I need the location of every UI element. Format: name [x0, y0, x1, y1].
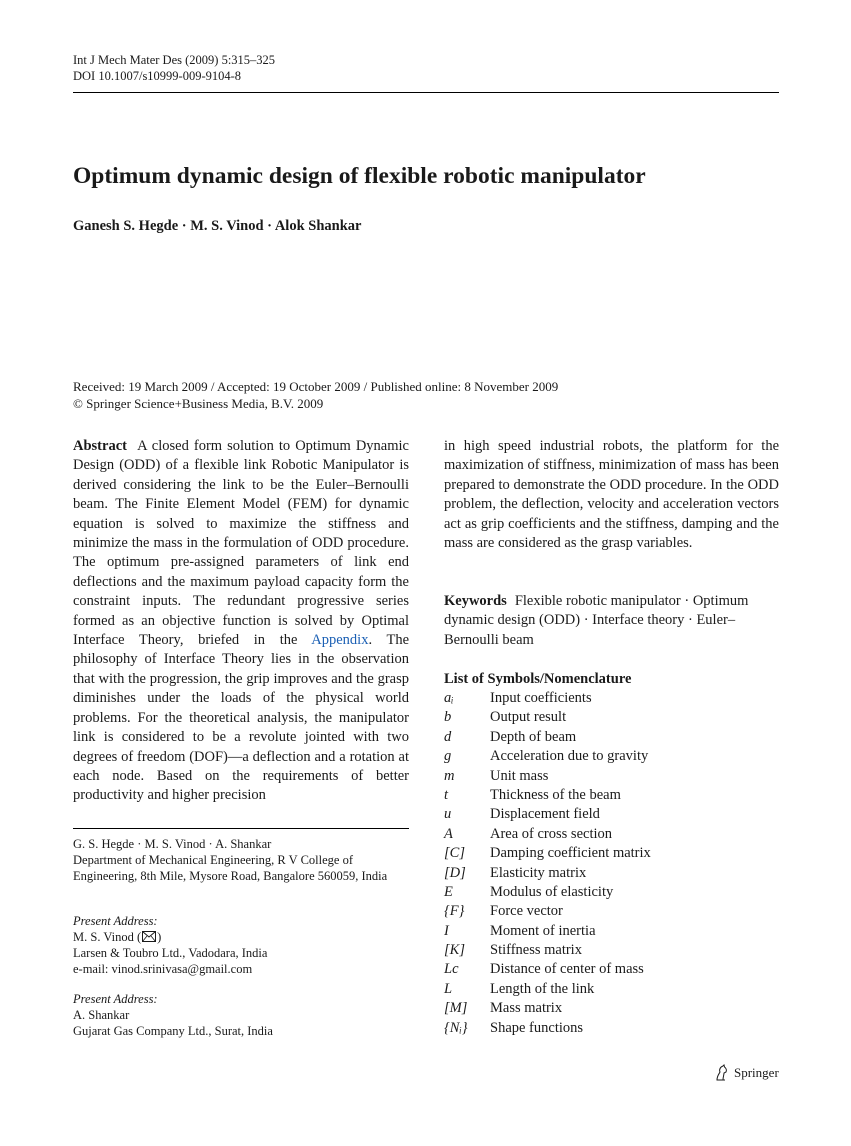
- abstract-text-1: A closed form solution to Optimum Dynamic Design (ODD) of a flexible link Robotic Manipulator is derived considering the link to be the Euler–Bernoulli beam. The Finite Element Model (FEM) for dynamic equation is solved to maximize the stiffness and minimize the mass in the formulation of ODD procedure. The optimum pre-assigned parameters of link end deflections and the maximum payload capacity form the constraint inputs. The redundant progressive series formed as an objective function is solved by Optimal Interface Theory, briefed in the: [73, 438, 409, 649]
- nomenclature-definition: Mass matrix: [490, 1000, 563, 1017]
- journal-citation: Int J Mech Mater Des (2009) 5:315–325: [73, 53, 276, 67]
- nomenclature-symbol: E: [444, 883, 453, 900]
- vinod-name-line: [73, 929, 409, 945]
- nomenclature-symbol: {Nᵢ}: [444, 1019, 468, 1036]
- nomenclature-item: [444, 728, 779, 747]
- received-accepted-published: Received: 19 March 2009 / Accepted: 19 October 2009 / Published online: 8 November 2009: [73, 379, 559, 394]
- nomenclature-definition: Acceleration due to gravity: [490, 748, 649, 765]
- vinod-company: Larsen & Toubro Ltd., Vadodara, India: [73, 946, 268, 960]
- shankar-company: Gujarat Gas Company Ltd., Surat, India: [73, 1024, 273, 1038]
- envelope-icon[interactable]: [142, 931, 156, 942]
- nomenclature-symbol: [K]: [444, 942, 465, 959]
- nomenclature-definition: Elasticity matrix: [490, 864, 587, 881]
- keywords-label: Keywords: [444, 593, 507, 609]
- nomenclature-definition: Damping coefficient matrix: [490, 845, 651, 862]
- nomenclature-symbol: b: [444, 709, 452, 726]
- nomenclature-symbol: L: [444, 980, 453, 997]
- nomenclature-definition: Input coefficients: [490, 690, 592, 706]
- author-list: Ganesh S. Hegde · M. S. Vinod · Alok Shankar: [73, 218, 362, 234]
- nomenclature-heading: List of Symbols/Nomenclature: [444, 671, 632, 687]
- nomenclature-item: [444, 1019, 779, 1038]
- nomenclature-item: [444, 786, 779, 805]
- shankar-name: A. Shankar: [73, 1008, 130, 1022]
- nomenclature-symbol: d: [444, 728, 452, 745]
- nomenclature-definition: Distance of center of mass: [490, 961, 644, 978]
- nomenclature-item: [444, 708, 779, 727]
- abstract-text-2: . The philosophy of Interface Theory lies in the observation that with the progression, the grip improves and the grasp diminishes under the loads of the physical world problems. For the theoretical analysis, the manipulator link is considered to be a revolute jointed with two degrees of freedom (DOF)—a deflection and a rotation at each node. Based on the requirements of better productivity and higher precision: [73, 632, 409, 804]
- present-address-label: Present Address:: [73, 992, 158, 1006]
- copyright-notice: © Springer Science+Business Media, B.V. 2009: [73, 396, 324, 411]
- affiliation-vinod: [73, 913, 409, 977]
- nomenclature-list: [444, 689, 779, 1038]
- nomenclature-item: [444, 980, 779, 999]
- nomenclature-symbol: Lc: [444, 961, 459, 978]
- nomenclature-definition: Area of cross section: [490, 825, 612, 842]
- nomenclature-symbol: A: [444, 825, 453, 842]
- abstract-label: Abstract: [73, 438, 127, 454]
- publisher-footer: [714, 1064, 779, 1082]
- publication-dates: [73, 378, 558, 412]
- nomenclature-item: [444, 767, 779, 786]
- nomenclature-item: [444, 960, 779, 979]
- nomenclature-definition: Depth of beam: [490, 728, 577, 745]
- nomenclature-definition: Force vector: [490, 903, 563, 920]
- abstract-continued: in high speed industrial robots, the platform for the maximization of stiffness, minimization of mass has been prepared to demonstrate the ODD procedure. In the ODD problem, the deflection, velocity and acceleration vectors act as grip coefficients and the stiffness, damping and the mass are considered as the grasp variables.: [444, 438, 779, 552]
- nomenclature-definition: Stiffness matrix: [490, 942, 582, 959]
- nomenclature-item: [444, 922, 779, 941]
- nomenclature-symbol: m: [444, 767, 455, 784]
- affiliation-authors: G. S. Hegde · M. S. Vinod · A. Shankar: [73, 837, 272, 851]
- publisher-name: Springer: [734, 1065, 779, 1080]
- vinod-email[interactable]: e-mail: vinod.srinivasa@gmail.com: [73, 962, 253, 976]
- vinod-name: M. S. Vinod (: [73, 930, 142, 944]
- nomenclature-symbol: I: [444, 922, 449, 939]
- affiliation-primary: [73, 836, 409, 884]
- nomenclature-item: [444, 883, 779, 902]
- nomenclature-definition: Output result: [490, 709, 567, 726]
- header-rule: [73, 92, 779, 93]
- nomenclature-symbol: g: [444, 748, 452, 765]
- journal-header: [73, 52, 275, 84]
- nomenclature-item: [444, 844, 779, 863]
- nomenclature-item: [444, 999, 779, 1018]
- nomenclature-definition: Displacement field: [490, 806, 600, 823]
- nomenclature-item: [444, 864, 779, 883]
- affiliation-shankar: [73, 991, 409, 1039]
- nomenclature-symbol: {F}: [444, 903, 465, 920]
- nomenclature-symbol: [C]: [444, 845, 465, 862]
- nomenclature-symbol: [D]: [444, 864, 466, 881]
- doi[interactable]: DOI 10.1007/s10999-009-9104-8: [73, 69, 242, 83]
- nomenclature-symbol: aᵢ: [444, 690, 454, 706]
- nomenclature-symbol: [M]: [444, 1000, 468, 1017]
- nomenclature-definition: Length of the link: [490, 980, 595, 997]
- affiliation-rule: [73, 828, 409, 829]
- vinod-name-close: ): [157, 930, 162, 944]
- nomenclature-symbol: u: [444, 806, 452, 823]
- nomenclature-item: [444, 902, 779, 921]
- keywords-text: Flexible robotic manipulator · Optimum dynamic design (ODD) · Interface theory · Euler–Bernoulli beam: [444, 593, 749, 648]
- nomenclature-definition: Thickness of the beam: [490, 786, 621, 803]
- keywords: [444, 592, 779, 650]
- nomenclature-item: [444, 747, 779, 766]
- springer-horse-icon: [714, 1064, 730, 1082]
- nomenclature-item: [444, 689, 779, 708]
- nomenclature-definition: Unit mass: [490, 767, 549, 784]
- article-title: Optimum dynamic design of flexible robotic manipulator: [73, 163, 646, 189]
- appendix-link[interactable]: Appendix: [311, 632, 369, 649]
- nomenclature-symbol: t: [444, 786, 449, 803]
- nomenclature-item: [444, 805, 779, 824]
- affiliation-address: Department of Mechanical Engineering, R V College of Engineering, 8th Mile, Mysore Road, Bangalore 560059, India: [73, 853, 388, 883]
- nomenclature-definition: Moment of inertia: [490, 922, 596, 939]
- abstract: [73, 437, 409, 806]
- present-address-label: Present Address:: [73, 914, 158, 928]
- nomenclature-item: [444, 825, 779, 844]
- nomenclature-definition: Modulus of elasticity: [490, 883, 614, 900]
- nomenclature-item: [444, 941, 779, 960]
- nomenclature-definition: Shape functions: [490, 1019, 584, 1036]
